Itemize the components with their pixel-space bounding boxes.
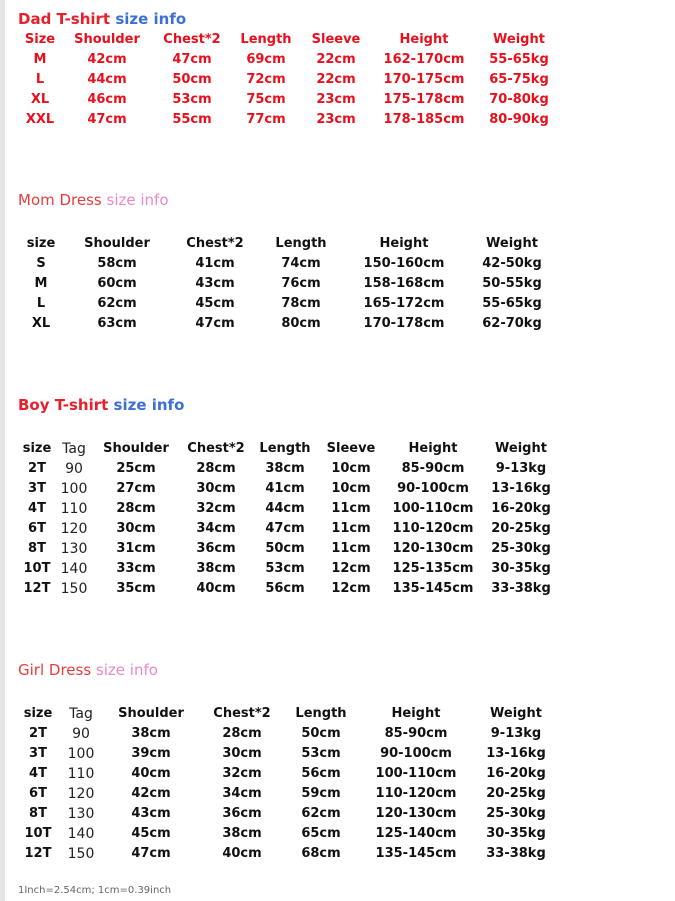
table-cell: 30cm (222, 746, 262, 761)
table-cell: 13-16kg (491, 481, 551, 496)
column-header: Chest*2 (187, 441, 245, 456)
table-cell: 10T (24, 826, 52, 841)
table-row (0, 254, 675, 274)
column-header: Size (24, 32, 56, 47)
table-cell: 58cm (97, 256, 137, 271)
table-cell: 42cm (87, 52, 127, 67)
table-cell: 38cm (265, 461, 305, 476)
girl-section-title (18, 661, 158, 679)
table-cell: 110 (67, 766, 95, 782)
table-cell: 47cm (195, 316, 235, 331)
table-cell: 140 (67, 826, 95, 842)
table-cell: 11cm (331, 541, 371, 556)
table-cell: 47cm (131, 846, 171, 861)
table-cell: 33-38kg (486, 846, 546, 861)
table-cell: 69cm (246, 52, 286, 67)
table-cell: 125-140cm (375, 826, 457, 841)
table-cell: L (36, 296, 46, 311)
boy-title-main: Boy T-shirt (18, 396, 114, 414)
table-row (0, 110, 675, 130)
table-row (0, 479, 675, 499)
mom-section-title (18, 191, 169, 209)
table-cell: 44cm (265, 501, 305, 516)
table-cell: 120 (67, 786, 95, 802)
table-cell: 45cm (195, 296, 235, 311)
table-cell: 90 (72, 726, 90, 742)
table-cell: 33-38kg (491, 581, 551, 596)
table-cell: 11cm (331, 501, 371, 516)
table-cell: 41cm (265, 481, 305, 496)
mom-title-main: Mom Dress (18, 191, 107, 209)
table-cell: 135-145cm (392, 581, 474, 596)
table-cell: 12cm (331, 581, 371, 596)
table-cell: 56cm (301, 766, 341, 781)
table-cell: 175-178cm (383, 92, 465, 107)
column-header: Weight (490, 706, 542, 721)
table-cell: 32cm (222, 766, 262, 781)
table-cell: 100-110cm (375, 766, 457, 781)
table-cell: 76cm (281, 276, 321, 291)
table-cell: 165-172cm (363, 296, 445, 311)
column-header: Weight (493, 32, 545, 47)
table-cell: 90-100cm (380, 746, 452, 761)
table-cell: 41cm (195, 256, 235, 271)
table-cell: 150-160cm (363, 256, 445, 271)
column-header: Height (399, 32, 449, 47)
table-cell: 110 (60, 501, 88, 517)
table-cell: S (36, 256, 46, 271)
column-header: Sleeve (311, 32, 361, 47)
table-cell: 38cm (222, 826, 262, 841)
table-cell: 90 (65, 461, 83, 477)
table-cell: 3T (29, 746, 47, 761)
table-row (0, 294, 675, 314)
table-cell: 53cm (172, 92, 212, 107)
table-cell: 53cm (301, 746, 341, 761)
table-cell: 56cm (265, 581, 305, 596)
column-header: Sleeve (326, 441, 376, 456)
table-cell: 150 (60, 581, 88, 597)
table-cell: 39cm (131, 746, 171, 761)
table-cell: 2T (28, 461, 46, 476)
table-cell: 65cm (301, 826, 341, 841)
table-cell: 16-20kg (486, 766, 546, 781)
table-cell: 25-30kg (486, 806, 546, 821)
table-cell: 8T (28, 541, 46, 556)
table-cell: 55-65kg (482, 296, 542, 311)
column-header: Shoulder (118, 706, 184, 721)
table-cell: 72cm (246, 72, 286, 87)
column-header: Height (379, 236, 429, 251)
boy-title-suffix: size info (113, 396, 185, 414)
table-cell: 47cm (172, 52, 212, 67)
table-cell: 30cm (116, 521, 156, 536)
table-cell: 43cm (131, 806, 171, 821)
column-header: Tag (69, 706, 93, 722)
table-cell: 62cm (97, 296, 137, 311)
table-cell: 130 (67, 806, 95, 822)
column-header: size (26, 236, 56, 251)
table-cell: XL (31, 316, 51, 331)
table-cell: 170-178cm (363, 316, 445, 331)
table-cell: 55-65kg (489, 52, 549, 67)
table-cell: 9-13kg (495, 461, 547, 476)
boy-section-title (18, 396, 184, 414)
dad-table-header (0, 30, 675, 50)
table-cell: 12cm (331, 561, 371, 576)
column-header: Length (240, 32, 292, 47)
table-cell: 8T (29, 806, 47, 821)
table-cell: 25-30kg (491, 541, 551, 556)
table-cell: 31cm (116, 541, 156, 556)
table-row (0, 499, 675, 519)
table-cell: 16-20kg (491, 501, 551, 516)
table-cell: 35cm (116, 581, 156, 596)
table-cell: 40cm (131, 766, 171, 781)
table-cell: 74cm (281, 256, 321, 271)
table-row (0, 274, 675, 294)
table-cell: 13-16kg (486, 746, 546, 761)
column-header: Weight (486, 236, 538, 251)
dad-title-main: Dad T-shirt (18, 10, 116, 28)
table-row (0, 314, 675, 334)
table-row (0, 459, 675, 479)
table-cell: 70-80kg (489, 92, 549, 107)
mom-table-header (0, 234, 675, 254)
table-cell: 30cm (196, 481, 236, 496)
girl-title-suffix: size info (95, 661, 158, 679)
table-cell: 110-120cm (375, 786, 457, 801)
table-cell: 125-135cm (392, 561, 474, 576)
table-cell: 6T (28, 521, 46, 536)
table-cell: 50-55kg (482, 276, 542, 291)
table-cell: 30-35kg (491, 561, 551, 576)
table-row (0, 824, 675, 844)
table-cell: 36cm (196, 541, 236, 556)
column-header: Tag (62, 441, 86, 457)
table-cell: 42-50kg (482, 256, 542, 271)
table-cell: 11cm (331, 521, 371, 536)
table-cell: 28cm (116, 501, 156, 516)
table-row (0, 70, 675, 90)
table-cell: 10T (23, 561, 51, 576)
table-cell: 44cm (87, 72, 127, 87)
table-cell: 55cm (172, 112, 212, 127)
table-cell: 178-185cm (383, 112, 465, 127)
table-cell: 53cm (265, 561, 305, 576)
table-cell: 9-13kg (490, 726, 542, 741)
table-cell: 34cm (196, 521, 236, 536)
table-cell: 4T (28, 501, 46, 516)
table-cell: 32cm (196, 501, 236, 516)
table-cell: 22cm (316, 72, 356, 87)
table-cell: L (35, 72, 45, 87)
table-cell: 100 (60, 481, 88, 497)
column-header: Height (408, 441, 458, 456)
table-cell: 50cm (301, 726, 341, 741)
column-header: Weight (495, 441, 547, 456)
table-cell: 45cm (131, 826, 171, 841)
table-cell: 68cm (301, 846, 341, 861)
table-row (0, 744, 675, 764)
table-cell: 110-120cm (392, 521, 474, 536)
table-cell: 47cm (87, 112, 127, 127)
table-cell: 170-175cm (383, 72, 465, 87)
table-cell: 2T (29, 726, 47, 741)
table-row (0, 844, 675, 864)
table-cell: 36cm (222, 806, 262, 821)
table-cell: 10cm (331, 481, 371, 496)
table-row (0, 559, 675, 579)
table-cell: 28cm (196, 461, 236, 476)
table-cell: 30-35kg (486, 826, 546, 841)
table-cell: 120-130cm (375, 806, 457, 821)
table-cell: 50cm (172, 72, 212, 87)
table-cell: 162-170cm (383, 52, 465, 67)
column-header: size (23, 706, 53, 721)
column-header: Length (295, 706, 347, 721)
table-cell: 23cm (316, 92, 356, 107)
table-cell: 3T (28, 481, 46, 496)
table-cell: 60cm (97, 276, 137, 291)
table-cell: XXL (25, 112, 55, 127)
table-cell: 40cm (196, 581, 236, 596)
table-cell: 12T (24, 846, 52, 861)
table-cell: 12T (23, 581, 51, 596)
table-cell: 80cm (281, 316, 321, 331)
table-cell: 80-90kg (489, 112, 549, 127)
table-cell: 120-130cm (392, 541, 474, 556)
table-cell: 20-25kg (486, 786, 546, 801)
dad-section-title (18, 10, 186, 28)
table-cell: 34cm (222, 786, 262, 801)
table-cell: 90-100cm (397, 481, 469, 496)
table-row (0, 724, 675, 744)
table-row (0, 764, 675, 784)
table-cell: 120 (60, 521, 88, 537)
table-cell: 22cm (316, 52, 356, 67)
column-header: Length (259, 441, 311, 456)
table-cell: 63cm (97, 316, 137, 331)
table-cell: 40cm (222, 846, 262, 861)
table-cell: 47cm (265, 521, 305, 536)
column-header: Chest*2 (163, 32, 221, 47)
table-cell: 6T (29, 786, 47, 801)
column-header: Length (275, 236, 327, 251)
girl-title-main: Girl Dress (18, 661, 96, 679)
girl-table-header (0, 704, 675, 724)
table-cell: 77cm (246, 112, 286, 127)
column-header: size (22, 441, 52, 456)
mom-title-suffix: size info (106, 191, 169, 209)
boy-table-header (0, 439, 675, 459)
dad-title-suffix: size info (115, 10, 187, 28)
column-header: Shoulder (103, 441, 169, 456)
table-cell: 28cm (222, 726, 262, 741)
column-header: Chest*2 (186, 236, 244, 251)
table-row (0, 539, 675, 559)
table-cell: 27cm (116, 481, 156, 496)
table-cell: 38cm (131, 726, 171, 741)
table-cell: 33cm (116, 561, 156, 576)
table-cell: 20-25kg (491, 521, 551, 536)
table-cell: 43cm (195, 276, 235, 291)
column-header: Chest*2 (213, 706, 271, 721)
table-cell: 130 (60, 541, 88, 557)
table-cell: 10cm (331, 461, 371, 476)
column-header: Height (391, 706, 441, 721)
table-row (0, 804, 675, 824)
table-cell: 59cm (301, 786, 341, 801)
table-cell: 23cm (316, 112, 356, 127)
table-cell: 38cm (196, 561, 236, 576)
table-cell: 85-90cm (401, 461, 465, 476)
table-cell: M (33, 52, 47, 67)
table-cell: 158-168cm (363, 276, 445, 291)
table-cell: 25cm (116, 461, 156, 476)
table-cell: 62cm (301, 806, 341, 821)
table-cell: 4T (29, 766, 47, 781)
table-cell: 65-75kg (489, 72, 549, 87)
table-cell: 78cm (281, 296, 321, 311)
table-cell: 62-70kg (482, 316, 542, 331)
table-cell: 150 (67, 846, 95, 862)
table-cell: 100 (67, 746, 95, 762)
table-row (0, 90, 675, 110)
table-cell: 75cm (246, 92, 286, 107)
table-row (0, 50, 675, 70)
table-cell: 50cm (265, 541, 305, 556)
table-row (0, 579, 675, 599)
unit-conversion-note: 1Inch=2.54cm; 1cm=0.39inch (18, 885, 172, 896)
table-cell: 100-110cm (392, 501, 474, 516)
table-cell: 42cm (131, 786, 171, 801)
table-cell: 140 (60, 561, 88, 577)
table-cell: M (34, 276, 48, 291)
column-header: Shoulder (74, 32, 140, 47)
table-cell: 135-145cm (375, 846, 457, 861)
table-cell: 46cm (87, 92, 127, 107)
table-row (0, 784, 675, 804)
column-header: Shoulder (84, 236, 150, 251)
table-cell: 85-90cm (384, 726, 448, 741)
table-row (0, 519, 675, 539)
table-cell: XL (30, 92, 50, 107)
